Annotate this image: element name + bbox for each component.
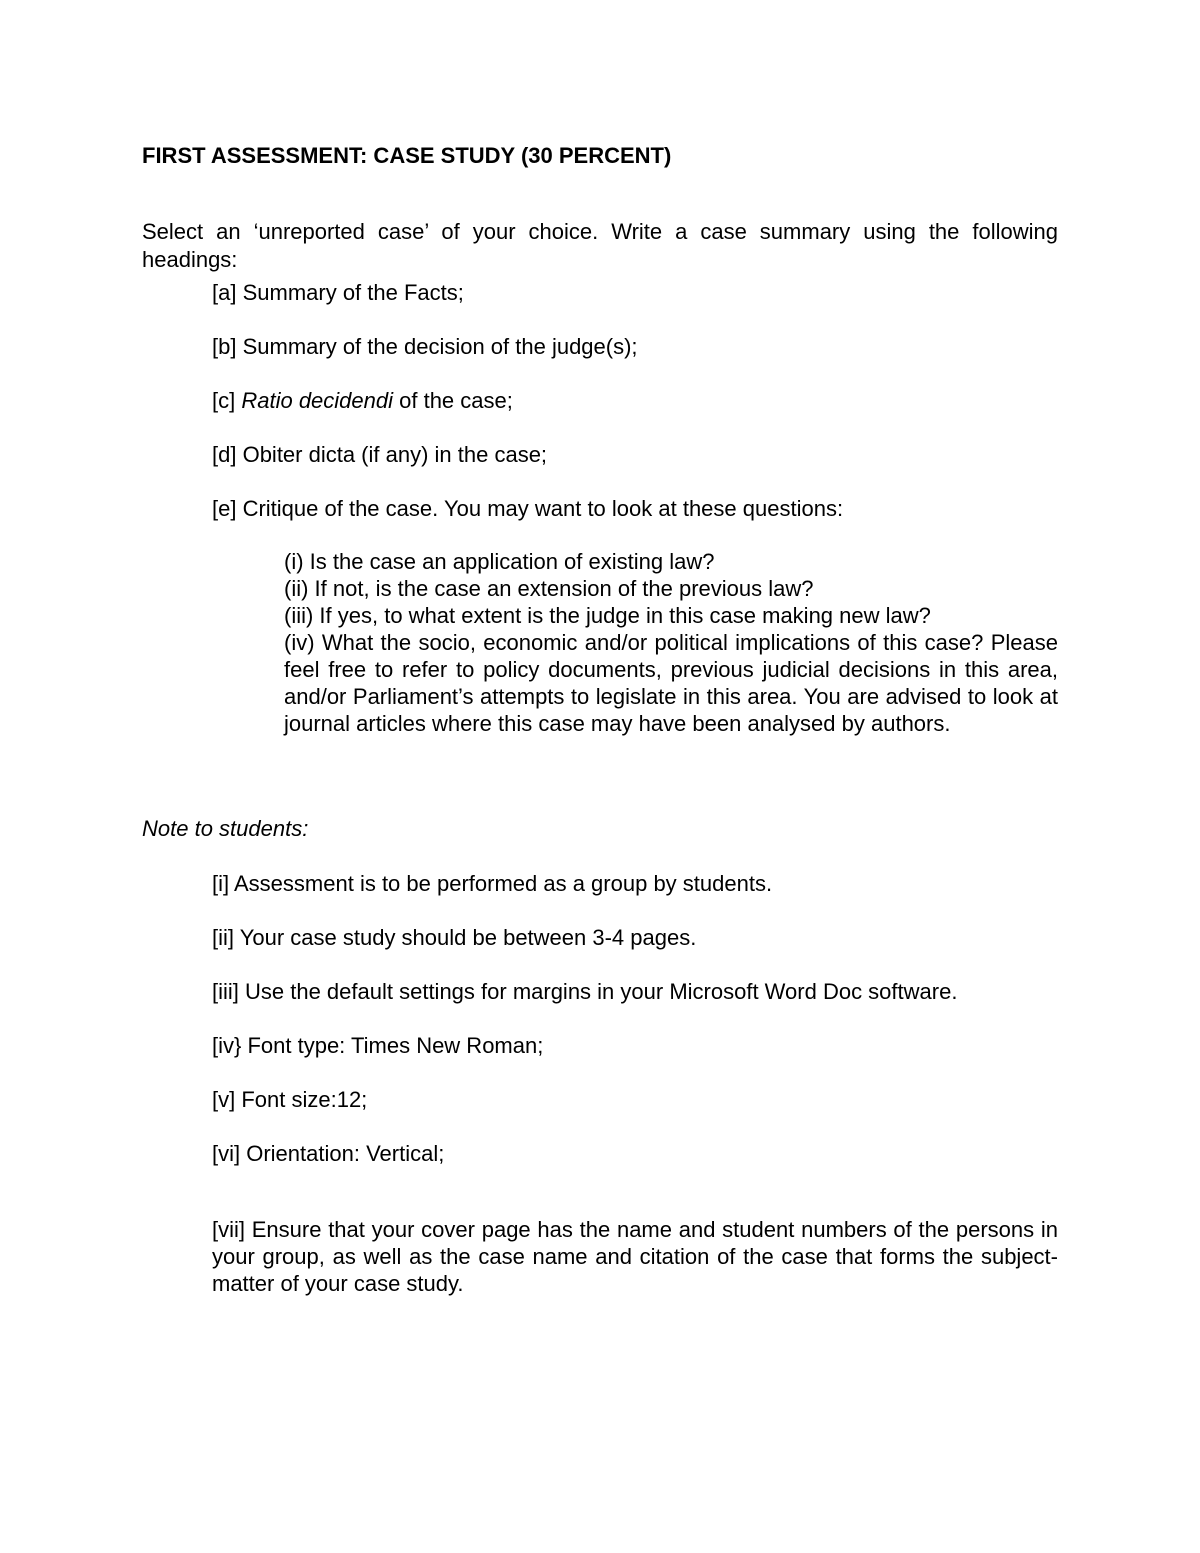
heading-prefix: [d] (212, 442, 243, 467)
heading-text: Summary of the decision of the judge(s); (242, 334, 638, 359)
question-item-iii: (iii) If yes, to what extent is the judge in this case making new law? (284, 603, 931, 628)
heading-item-d (212, 441, 547, 469)
note-title: Note to students: (142, 816, 309, 841)
heading-text: Obiter dicta (if any) in the case; (242, 442, 548, 467)
note-item-v: [v] Font size:12; (212, 1087, 368, 1112)
heading-prefix: [e] (212, 496, 243, 521)
heading-item-e (212, 495, 843, 523)
heading-text: of the case; (393, 388, 513, 413)
heading-text: Summary of the Facts; (242, 280, 464, 305)
note-item-vii: [vii] Ensure that your cover page has the name and student numbers of the persons in your group, as well as the case name and citation of the case that forms the subject-matter of your case study. (212, 1217, 1058, 1296)
heading-item-c (212, 387, 513, 415)
heading-prefix: [c] (212, 388, 242, 413)
question-item-ii: (ii) If not, is the case an extension of the previous law? (284, 576, 814, 601)
note-item-iii: [iii] Use the default settings for margins in your Microsoft Word Doc software. (212, 979, 958, 1004)
heading-item-b (212, 333, 638, 361)
question-item-i: (i) Is the case an application of existing law? (284, 549, 715, 574)
heading-prefix: [a] (212, 280, 243, 305)
heading-prefix: [b] (212, 334, 243, 359)
heading-item-a (212, 279, 464, 307)
note-item-ii: [ii] Your case study should be between 3-4 pages. (212, 925, 697, 950)
heading-emphasis: Ratio decidendi (241, 388, 394, 413)
heading-text: Critique of the case. You may want to look at these questions: (242, 496, 844, 521)
note-item-i: [i] Assessment is to be performed as a group by students. (212, 871, 773, 896)
note-item-vi: [vi] Orientation: Vertical; (212, 1141, 445, 1166)
note-item-iv: [iv} Font type: Times New Roman; (212, 1033, 544, 1058)
critique-questions (284, 548, 1058, 737)
question-item-iv: (iv) What the socio, economic and/or political implications of this case? Please feel free to refer to policy documents, previous judicial decisions in this area, and/or Parliament’s attempts to legislate in this area. You are advised to look at journal articles where this case may have been analysed by authors. (284, 630, 1058, 736)
intro-paragraph: Select an ‘unreported case’ of your choice. Write a case summary using the following headings: (142, 219, 1058, 272)
document-title: FIRST ASSESSMENT: CASE STUDY (30 PERCENT) (142, 143, 672, 168)
